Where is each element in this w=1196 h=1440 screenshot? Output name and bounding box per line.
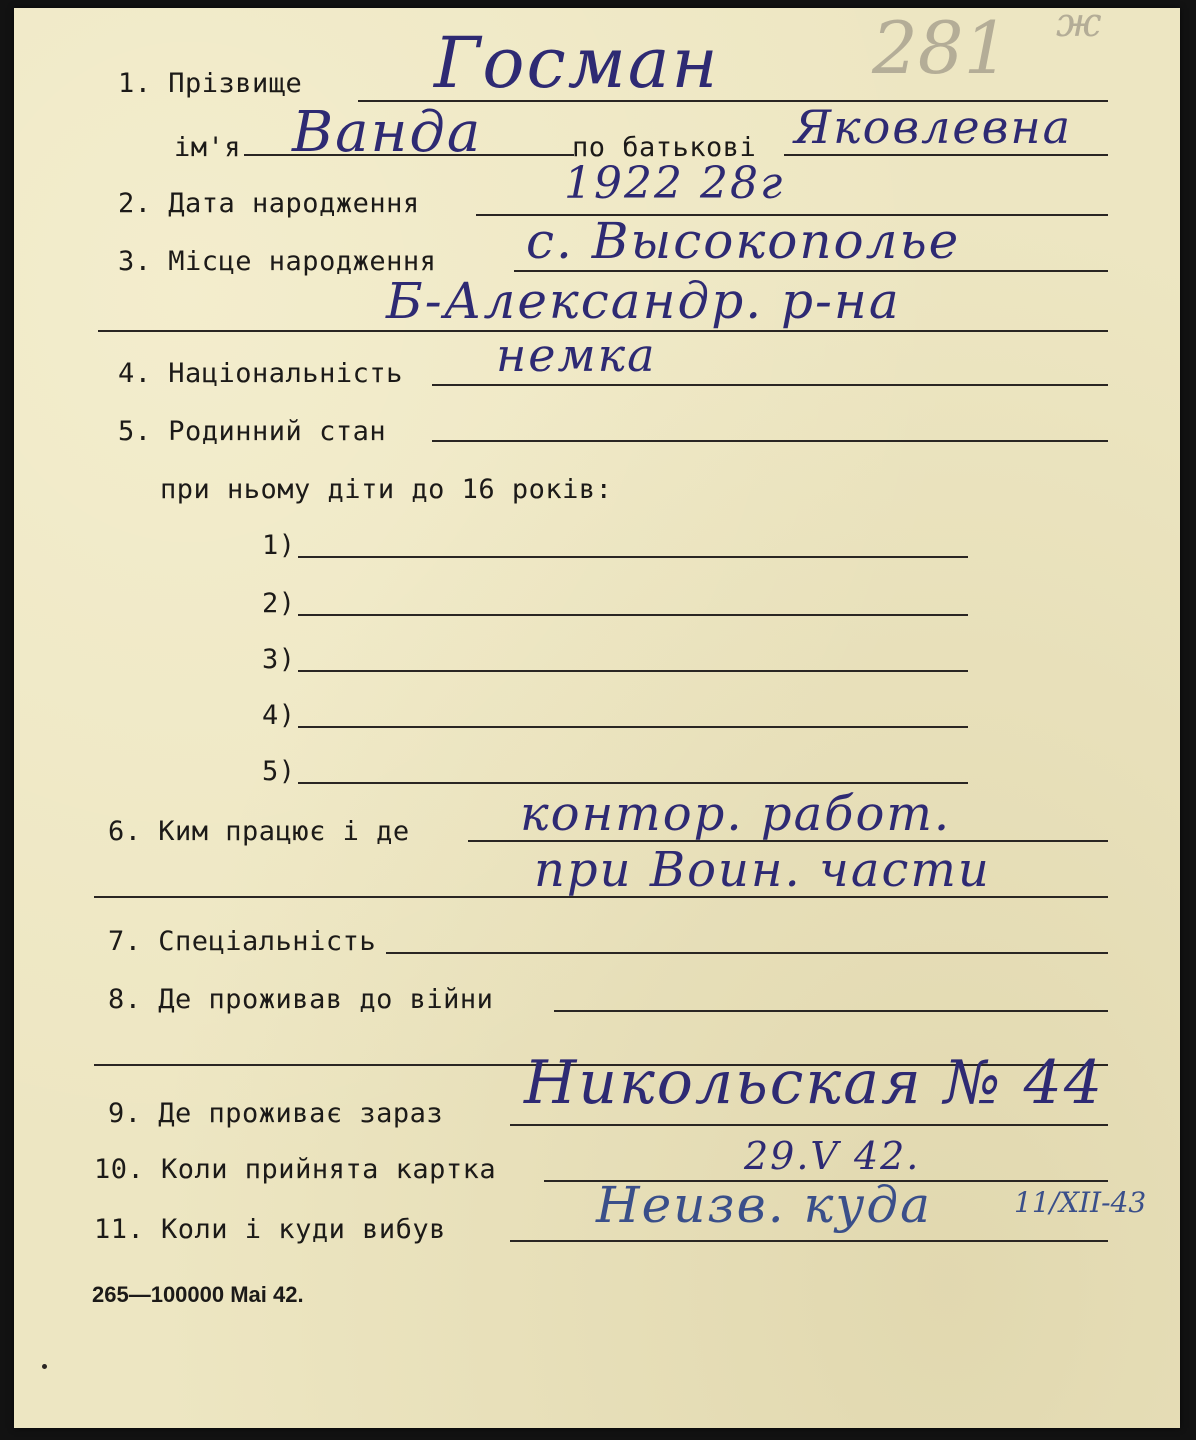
current-residence-line — [510, 1124, 1108, 1126]
child-3-label: 3) — [262, 644, 296, 675]
surname-label: 1. Прізвище — [118, 68, 303, 99]
specialty-label: 7. Спеціальність — [108, 926, 377, 957]
work-value: контор. работ. — [520, 786, 952, 842]
prewar-residence-label: 8. Де проживав до війни — [108, 984, 494, 1015]
card-accepted-label: 10. Коли прийнята картка — [94, 1154, 497, 1185]
specialty-line — [386, 952, 1108, 954]
birth-date-label: 2. Дата народження — [118, 188, 420, 219]
child-1-label: 1) — [262, 530, 296, 561]
birth-date-value: 1922 28г — [564, 158, 785, 209]
departed-date: 11/XII-43 — [1014, 1186, 1147, 1219]
birth-place-label: 3. Місце народження — [118, 246, 437, 277]
child-1-line — [298, 556, 968, 558]
child-4-label: 4) — [262, 700, 296, 731]
nationality-label: 4. Національність — [118, 358, 403, 389]
child-5-line — [298, 782, 968, 784]
archive-number-suffix: ж — [1056, 8, 1102, 46]
current-residence-label: 9. Де проживає зараз — [108, 1098, 444, 1129]
child-4-line — [298, 726, 968, 728]
first-name-label: ім'я — [174, 132, 242, 163]
birth-place-value-2: Б-Александр. р-на — [386, 272, 901, 330]
nationality-line — [432, 384, 1108, 386]
patronymic-line — [784, 154, 1108, 156]
speck — [42, 1364, 47, 1369]
child-5-label: 5) — [262, 756, 296, 787]
archive-number: 281 — [872, 8, 1010, 90]
patronymic-value: Яковлевна — [794, 100, 1073, 154]
patronymic-label: по батькові — [572, 132, 757, 163]
child-2-label: 2) — [262, 588, 296, 619]
work-value-2: при Воин. части — [534, 842, 991, 898]
child-2-line — [298, 614, 968, 616]
prewar-residence-line — [554, 1010, 1108, 1012]
family-status-label: 5. Родинний стан — [118, 416, 387, 447]
card-accepted-value: 29.V 42. — [744, 1134, 921, 1178]
departed-value: Неизв. куда — [596, 1176, 932, 1234]
current-residence-value: Никольская № 44 — [524, 1048, 1104, 1118]
print-code: 265—100000 Mai 42. — [92, 1282, 304, 1307]
first-name-value: Ванда — [292, 100, 483, 165]
departed-line — [510, 1240, 1108, 1242]
departed-label: 11. Коли і куди вибув — [94, 1214, 446, 1245]
family-status-line — [432, 440, 1108, 442]
nationality-value: немка — [496, 328, 657, 382]
child-3-line — [298, 670, 968, 672]
birth-place-value: с. Высокополье — [526, 212, 961, 270]
registration-card — [14, 8, 1180, 1428]
work-label: 6. Ким працює і де — [108, 816, 410, 847]
children-label: при ньому діти до 16 років: — [160, 474, 613, 505]
surname-value: Госман — [434, 22, 720, 104]
